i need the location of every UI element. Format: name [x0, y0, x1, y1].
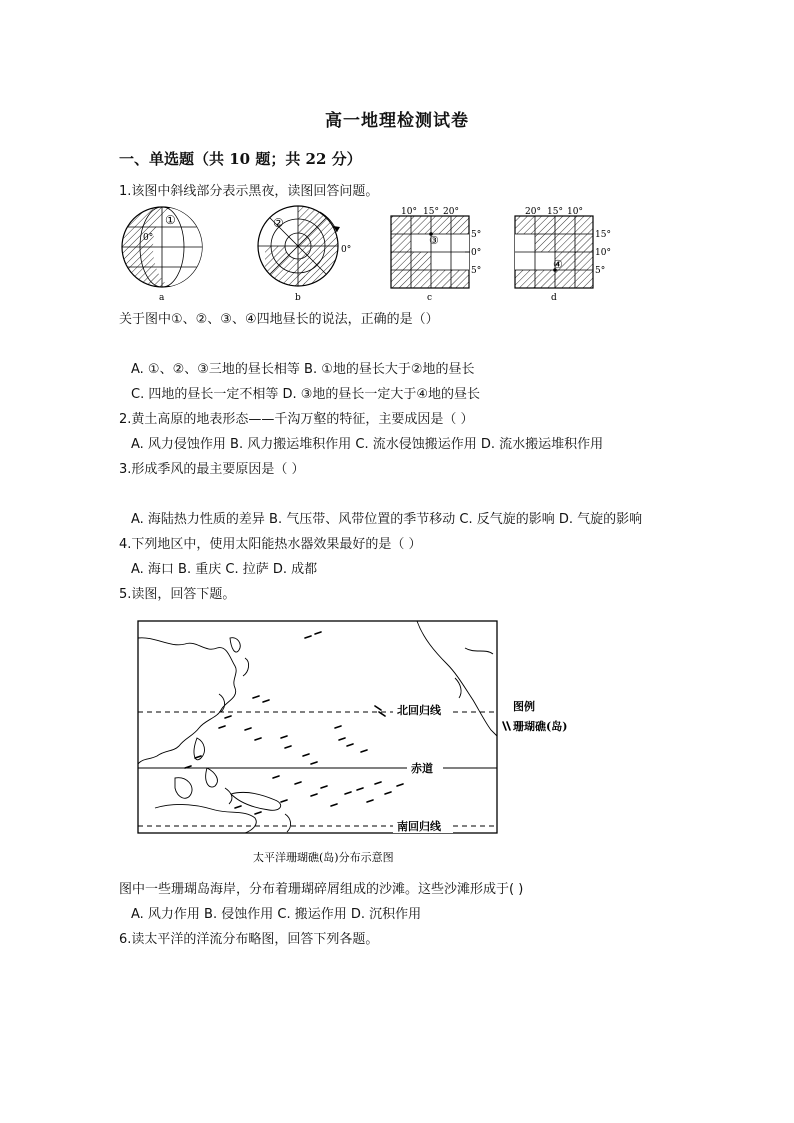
map-caption: 太平洋珊瑚礁(岛)分布示意图 — [253, 851, 394, 864]
figure-a — [122, 204, 205, 303]
map-legend-title: 图例 — [513, 700, 535, 713]
fig-a-mark: ① — [165, 213, 176, 227]
fig-a-label: 0° — [143, 233, 154, 243]
q1-stem: 1.该图中斜线部分表示黑夜，读图回答问题。 — [119, 184, 379, 199]
q3-options: A. 海陆热力性质的差异 B. 气压带、风带位置的季节移动 C. 反气旋的影响 D. 气旋的影响 — [131, 512, 643, 527]
q5-question: 图中一些珊瑚岛海岸，分布着珊瑚碎屑组成的沙滩。这些沙滩形成于( ) — [119, 882, 524, 897]
map-equator: 赤道 — [411, 762, 433, 775]
fig-b-label: 0° — [341, 245, 352, 255]
fig-d-right-3: 5° — [595, 266, 606, 276]
q2-stem: 2.黄土高原的地表形态——千沟万壑的特征，主要成因是（ ） — [119, 412, 474, 427]
fig-d-mark: ④ — [553, 258, 563, 271]
fig-b-caption: b — [295, 293, 301, 303]
map-tropic-north: 北回归线 — [397, 704, 441, 717]
q6-stem: 6.读太平洋的洋流分布略图，回答下列各题。 — [119, 932, 379, 947]
map-legend-item: 珊瑚礁(岛) — [513, 720, 568, 733]
q4-stem: 4.下列地区中，使用太阳能热水器效果最好的是（ ） — [119, 537, 422, 552]
q5-options: A. 风力作用 B. 侵蚀作用 C. 搬运作用 D. 沉积作用 — [131, 907, 422, 922]
fig-d-top-2: 15° — [547, 207, 563, 217]
q1-options-c-d: C. 四地的昼长一定不相等 D. ③地的昼长一定大于④地的昼长 — [131, 387, 481, 402]
q5-stem: 5.读图，回答下题。 — [119, 587, 236, 602]
page-title: 高一地理检测试卷 — [325, 111, 469, 131]
fig-d-top-1: 20° — [525, 207, 541, 217]
q1-question: 关于图中①、②、③、④四地昼长的说法，正确的是（） — [119, 312, 439, 327]
q5-coral-map — [135, 618, 595, 868]
q2-options: A. 风力侵蚀作用 B. 风力搬运堆积作用 C. 流水侵蚀搬运作用 D. 流水搬运堆积作用 — [131, 437, 604, 452]
q4-options: A. 海口 B. 重庆 C. 拉萨 D. 成都 — [131, 562, 318, 577]
fig-c-top-1: 10° — [401, 207, 417, 217]
fig-b-mark: ② — [273, 216, 284, 230]
q3-stem: 3.形成季风的最主要原因是（ ） — [119, 462, 305, 477]
fig-a-caption: a — [159, 293, 165, 303]
fig-c-right-1: 5° — [471, 230, 482, 240]
q1-options-a-b: A. ①、②、③三地的昼长相等 B. ①地的昼长大于②地的昼长 — [131, 362, 475, 377]
fig-d-right-1: 15° — [595, 230, 611, 240]
figure-c — [391, 207, 481, 303]
fig-d-caption: d — [551, 293, 557, 303]
fig-d-top-3: 10° — [567, 207, 583, 217]
fig-c-top-3: 20° — [443, 207, 459, 217]
fig-c-right-3: 5° — [471, 266, 482, 276]
map-tropic-south: 南回归线 — [397, 820, 441, 833]
fig-c-caption: c — [427, 293, 433, 303]
figure-b — [258, 204, 351, 303]
fig-c-top-2: 15° — [423, 207, 439, 217]
fig-c-mark: ③ — [429, 234, 439, 247]
section-heading: 一、单选题（共 10 题；共 22 分） — [119, 150, 362, 168]
figure-d — [515, 207, 611, 303]
q1-figure — [115, 204, 625, 306]
fig-c-right-2: 0° — [471, 248, 482, 258]
fig-d-right-2: 10° — [595, 248, 611, 258]
